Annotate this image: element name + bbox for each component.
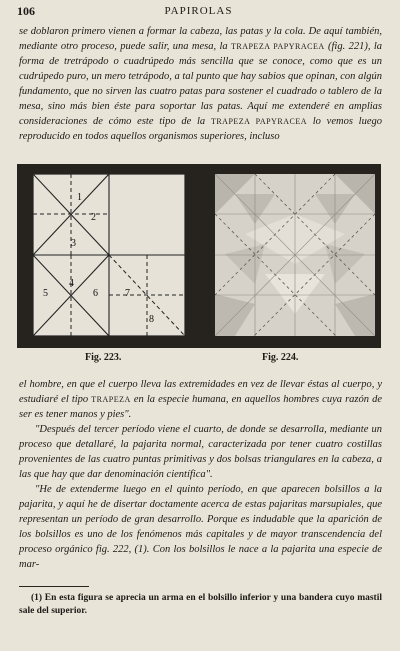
footnote: (1) En esta figura se aprecia un arma en el bolsillo inferior y una bandera cuyo mastil sale del superior. [19,593,382,616]
paragraph: "He de extenderme luego en el quinto período, en que aparecen bolsillos a la pajarita, y aquí he de disertar doctamente acerca de estas pajaritas marsupiales, que representan un período de gran desarrollo. Porque es indudable que la aparición de los bolsillos es uno de los fenómenos más capitales y de mayor transcendencia del proceso orgánico fig. 222, (1). Con los bolsillos le nace a la pajarita una especie de mar- [19,484,382,570]
small-caps-term: TRAPEZA PAPYRACEA [210,117,307,126]
figure-224-caption: Fig. 224. [262,352,299,363]
fig-number: 2 [91,212,96,223]
figure-plate [17,164,381,348]
figure-223-caption: Fig. 223. [85,352,122,363]
text-run: el hombre, en que el cuerpo lleva las extremidades en vez de llevar éstas al cuerpo, y estudiaré el tipo [19,379,382,405]
footnote-rule [19,586,89,587]
figure-223-crease-diagram [33,174,185,336]
fig-number: 6 [93,288,98,299]
small-caps-term: TRAPEZA [91,395,131,404]
fig-number: 7 [125,288,130,299]
page-header [17,4,380,20]
paragraph [19,377,382,422]
page-number: 106 [17,4,35,18]
fig-number: 3 [71,238,76,249]
paragraph: "Después del tercer período viene el cuarto, de donde se desarrolla, mediante un proceso que detallaré, la pajarita normal, caracterizada por tener cuatro costillas provenientes de las cuatro puntas primitivas y dos bolsas triangulares en la cabeza, a las que hay que dar denominación científica". [19,424,382,480]
figure-224-photo [215,174,375,336]
top-paragraph [19,24,382,144]
bottom-paragraphs [19,377,382,572]
text-run: (fig. 221), la forma de tretrápodo o cuadrúpedo más sencilla que se conoce, como que es un cudrúpedo puro, un mero tetrápodo, a tal punto que hay sabios que opinan, con algún fundamento, que no sirven las cuatro patas para sostener el cuadrado o tablero de la mesa, sino más bien éste para soportar las patas. Aquí me extenderé en amplias consideraciones de cómo este tipo de la [19,41,382,127]
text-run: lo vemos luego reproducido en todos aquellos organismos superiores, incluso [19,116,382,142]
fig-number: 4 [69,278,74,289]
fig-number: 5 [43,288,48,299]
text-run: se doblaron primero vienen a formar la cabeza, las patas y la cola. De aquí también, mediante otro proceso, puede salir, una mesa, la [19,26,382,52]
text-run: en la especie humana, en aquellos hombres cuya razón de ser es tener manos y pies". [19,394,382,420]
running-title: PAPIROLAS [164,5,233,17]
small-caps-term: TRAPEZA PAPYRACEA [230,42,325,51]
fig-number: 1 [77,192,82,203]
fig-number: 8 [149,314,154,325]
